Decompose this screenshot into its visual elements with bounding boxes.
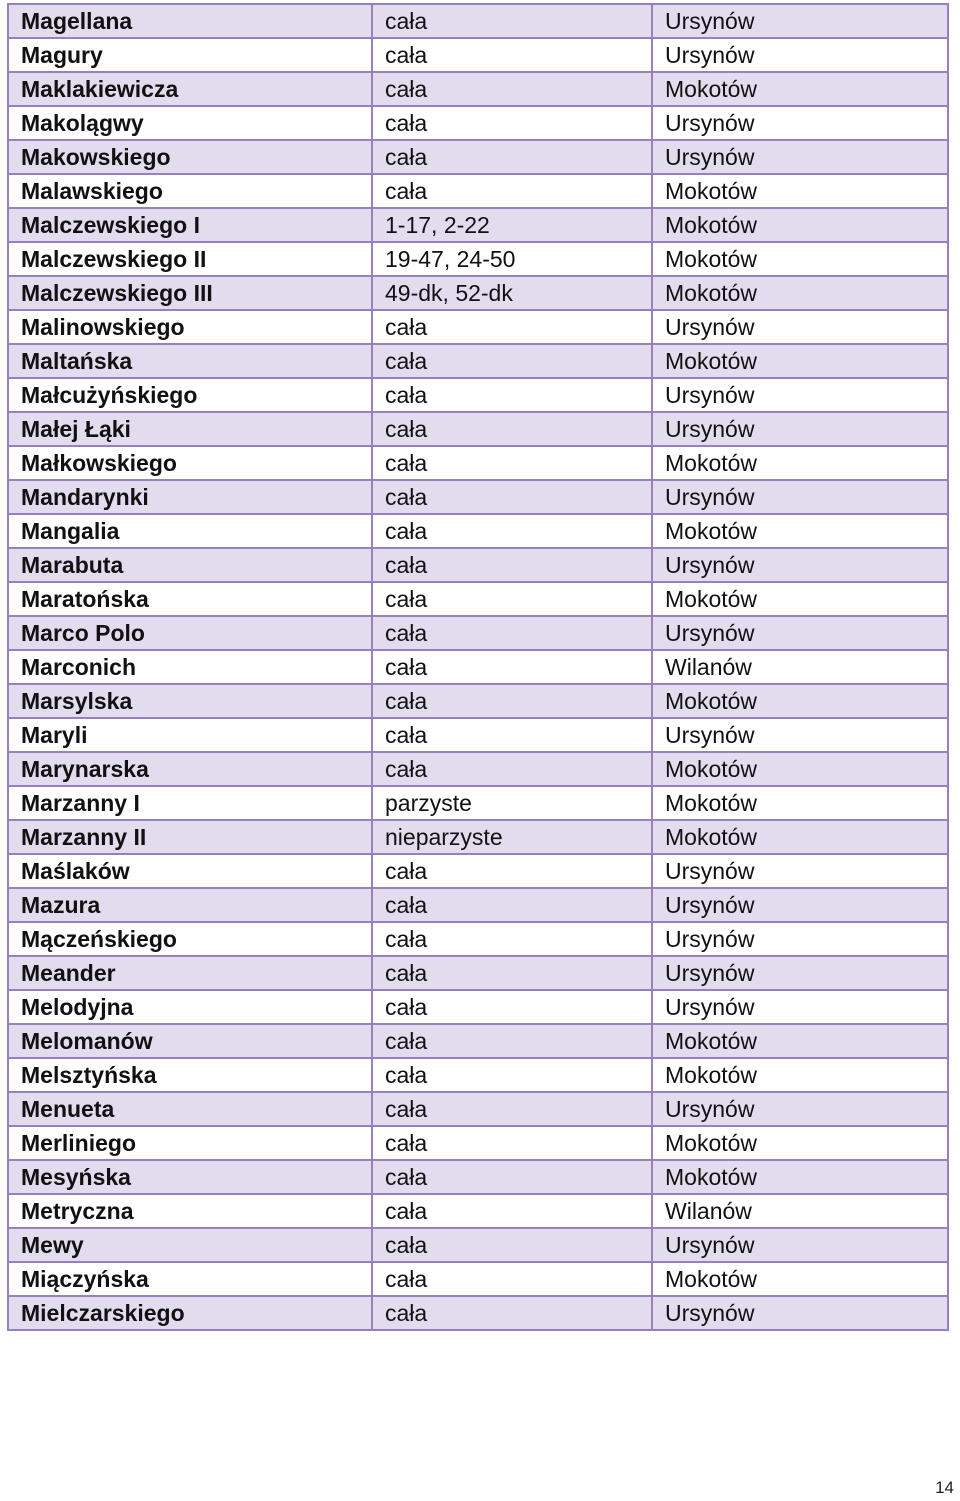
street-name-cell: Melomanów xyxy=(8,1024,372,1058)
table-row xyxy=(8,514,948,548)
street-name-cell: Mandarynki xyxy=(8,480,372,514)
table-row xyxy=(8,1160,948,1194)
address-range-cell: cała xyxy=(372,310,652,344)
address-range-cell: cała xyxy=(372,1092,652,1126)
district-cell: Wilanów xyxy=(652,650,948,684)
district-cell: Mokotów xyxy=(652,208,948,242)
address-range-cell: cała xyxy=(372,616,652,650)
table-row xyxy=(8,4,948,38)
table-row xyxy=(8,242,948,276)
address-range-cell: cała xyxy=(372,106,652,140)
street-name-cell: Maltańska xyxy=(8,344,372,378)
district-cell: Ursynów xyxy=(652,990,948,1024)
street-name-cell: Makowskiego xyxy=(8,140,372,174)
table-row xyxy=(8,1228,948,1262)
district-cell: Mokotów xyxy=(652,1058,948,1092)
district-cell: Mokotów xyxy=(652,1160,948,1194)
address-range-cell: cała xyxy=(372,1024,652,1058)
address-range-cell: cała xyxy=(372,684,652,718)
street-name-cell: Malawskiego xyxy=(8,174,372,208)
district-cell: Ursynów xyxy=(652,956,948,990)
street-name-cell: Marco Polo xyxy=(8,616,372,650)
street-name-cell: Maryli xyxy=(8,718,372,752)
district-cell: Mokotów xyxy=(652,752,948,786)
street-name-cell: Melsztyńska xyxy=(8,1058,372,1092)
district-cell: Ursynów xyxy=(652,718,948,752)
district-cell: Ursynów xyxy=(652,1092,948,1126)
district-cell: Mokotów xyxy=(652,582,948,616)
table-row xyxy=(8,106,948,140)
district-cell: Ursynów xyxy=(652,888,948,922)
street-name-cell: Mączeńskiego xyxy=(8,922,372,956)
street-name-cell: Melodyjna xyxy=(8,990,372,1024)
street-name-cell: Małcużyńskiego xyxy=(8,378,372,412)
table-row xyxy=(8,1194,948,1228)
district-cell: Mokotów xyxy=(652,1262,948,1296)
address-range-cell: cała xyxy=(372,1228,652,1262)
table-row xyxy=(8,990,948,1024)
district-cell: Ursynów xyxy=(652,310,948,344)
district-cell: Ursynów xyxy=(652,1228,948,1262)
address-range-cell: cała xyxy=(372,854,652,888)
table-row xyxy=(8,38,948,72)
table-row xyxy=(8,684,948,718)
address-range-cell: cała xyxy=(372,1194,652,1228)
table-row xyxy=(8,582,948,616)
table-row xyxy=(8,854,948,888)
table-row xyxy=(8,1126,948,1160)
table-row xyxy=(8,1058,948,1092)
table-row xyxy=(8,276,948,310)
street-name-cell: Malczewskiego I xyxy=(8,208,372,242)
district-cell: Mokotów xyxy=(652,514,948,548)
address-range-cell: cała xyxy=(372,378,652,412)
street-name-cell: Maklakiewicza xyxy=(8,72,372,106)
street-name-cell: Malczewskiego II xyxy=(8,242,372,276)
page-number: 14 xyxy=(935,1478,954,1497)
table-row xyxy=(8,480,948,514)
address-range-cell: cała xyxy=(372,650,652,684)
street-name-cell: Malinowskiego xyxy=(8,310,372,344)
street-district-table xyxy=(7,3,949,1331)
table-row xyxy=(8,310,948,344)
address-range-cell: cała xyxy=(372,344,652,378)
street-name-cell: Małej Łąki xyxy=(8,412,372,446)
district-cell: Ursynów xyxy=(652,106,948,140)
table-row xyxy=(8,208,948,242)
district-cell: Ursynów xyxy=(652,548,948,582)
street-name-cell: Meander xyxy=(8,956,372,990)
street-name-cell: Marzanny II xyxy=(8,820,372,854)
table-row xyxy=(8,446,948,480)
address-range-cell: cała xyxy=(372,990,652,1024)
street-name-cell: Merliniego xyxy=(8,1126,372,1160)
district-cell: Ursynów xyxy=(652,854,948,888)
address-range-cell: nieparzyste xyxy=(372,820,652,854)
street-name-cell: Marzanny I xyxy=(8,786,372,820)
table-row xyxy=(8,752,948,786)
address-range-cell: cała xyxy=(372,38,652,72)
address-range-cell: cała xyxy=(372,514,652,548)
street-name-cell: Mielczarskiego xyxy=(8,1296,372,1330)
district-cell: Mokotów xyxy=(652,684,948,718)
table-row xyxy=(8,1092,948,1126)
address-range-cell: 49-dk, 52-dk xyxy=(372,276,652,310)
table-row xyxy=(8,72,948,106)
street-name-cell: Mazura xyxy=(8,888,372,922)
street-name-cell: Mewy xyxy=(8,1228,372,1262)
district-cell: Mokotów xyxy=(652,786,948,820)
table-row xyxy=(8,378,948,412)
table-row xyxy=(8,1024,948,1058)
address-range-cell: cała xyxy=(372,174,652,208)
address-range-cell: 1-17, 2-22 xyxy=(372,208,652,242)
address-range-cell: cała xyxy=(372,1126,652,1160)
address-range-cell: cała xyxy=(372,548,652,582)
table-row xyxy=(8,956,948,990)
address-range-cell: cała xyxy=(372,1296,652,1330)
table-row xyxy=(8,616,948,650)
street-name-cell: Magellana xyxy=(8,4,372,38)
street-name-cell: Małkowskiego xyxy=(8,446,372,480)
street-name-cell: Makolągwy xyxy=(8,106,372,140)
address-range-cell: cała xyxy=(372,4,652,38)
street-name-cell: Maślaków xyxy=(8,854,372,888)
table-row xyxy=(8,1262,948,1296)
table-row xyxy=(8,140,948,174)
district-cell: Ursynów xyxy=(652,378,948,412)
district-cell: Mokotów xyxy=(652,72,948,106)
address-range-cell: cała xyxy=(372,718,652,752)
table-row xyxy=(8,1296,948,1330)
table-row xyxy=(8,548,948,582)
street-name-cell: Marynarska xyxy=(8,752,372,786)
table-row xyxy=(8,718,948,752)
district-cell: Ursynów xyxy=(652,4,948,38)
table-row xyxy=(8,888,948,922)
street-name-cell: Maratońska xyxy=(8,582,372,616)
street-name-cell: Marabuta xyxy=(8,548,372,582)
table-row xyxy=(8,412,948,446)
street-name-cell: Marconich xyxy=(8,650,372,684)
district-cell: Mokotów xyxy=(652,276,948,310)
table-row xyxy=(8,344,948,378)
street-name-cell: Malczewskiego III xyxy=(8,276,372,310)
district-cell: Mokotów xyxy=(652,174,948,208)
street-name-cell: Metryczna xyxy=(8,1194,372,1228)
district-cell: Ursynów xyxy=(652,38,948,72)
district-cell: Ursynów xyxy=(652,480,948,514)
address-range-cell: cała xyxy=(372,752,652,786)
address-range-cell: cała xyxy=(372,956,652,990)
district-cell: Mokotów xyxy=(652,242,948,276)
address-range-cell: 19-47, 24-50 xyxy=(372,242,652,276)
address-range-cell: cała xyxy=(372,412,652,446)
district-cell: Mokotów xyxy=(652,1024,948,1058)
address-range-cell: cała xyxy=(372,1160,652,1194)
address-range-cell: cała xyxy=(372,888,652,922)
address-range-cell: cała xyxy=(372,582,652,616)
table-row xyxy=(8,174,948,208)
table-row xyxy=(8,650,948,684)
district-cell: Ursynów xyxy=(652,412,948,446)
district-cell: Wilanów xyxy=(652,1194,948,1228)
address-range-cell: cała xyxy=(372,1262,652,1296)
district-cell: Mokotów xyxy=(652,820,948,854)
table-row xyxy=(8,820,948,854)
street-name-cell: Mangalia xyxy=(8,514,372,548)
district-cell: Ursynów xyxy=(652,922,948,956)
street-name-cell: Menueta xyxy=(8,1092,372,1126)
address-range-cell: parzyste xyxy=(372,786,652,820)
address-range-cell: cała xyxy=(372,480,652,514)
address-range-cell: cała xyxy=(372,1058,652,1092)
street-name-cell: Miączyńska xyxy=(8,1262,372,1296)
street-name-cell: Magury xyxy=(8,38,372,72)
table-row xyxy=(8,922,948,956)
district-cell: Ursynów xyxy=(652,1296,948,1330)
district-cell: Ursynów xyxy=(652,140,948,174)
address-range-cell: cała xyxy=(372,922,652,956)
district-cell: Ursynów xyxy=(652,616,948,650)
address-range-cell: cała xyxy=(372,446,652,480)
address-range-cell: cała xyxy=(372,140,652,174)
street-name-cell: Marsylska xyxy=(8,684,372,718)
district-cell: Mokotów xyxy=(652,446,948,480)
table-body xyxy=(8,4,948,1330)
district-cell: Mokotów xyxy=(652,1126,948,1160)
street-name-cell: Mesyńska xyxy=(8,1160,372,1194)
table-row xyxy=(8,786,948,820)
district-cell: Mokotów xyxy=(652,344,948,378)
address-range-cell: cała xyxy=(372,72,652,106)
